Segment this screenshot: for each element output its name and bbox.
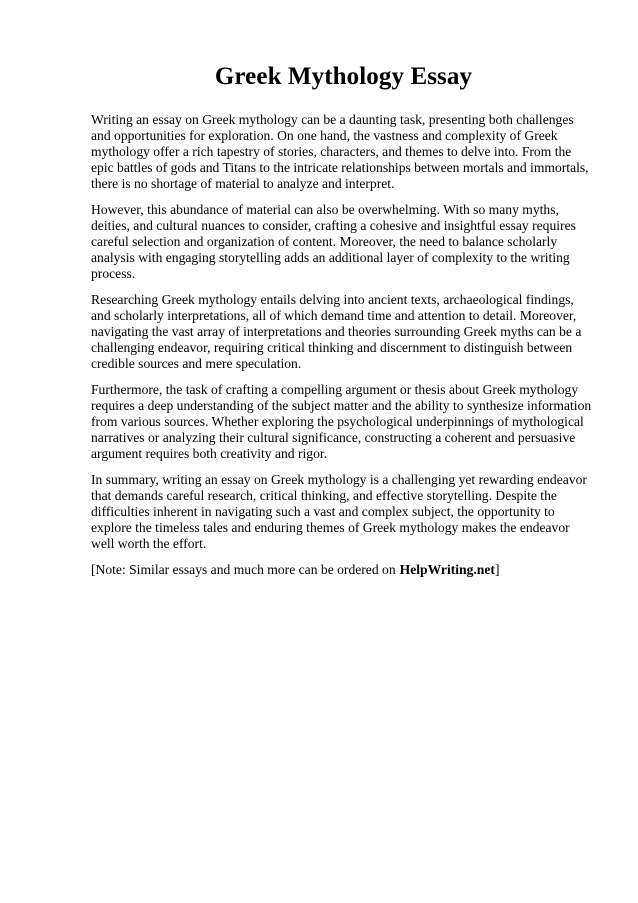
document-page <box>91 62 596 578</box>
document-title: Greek Mythology Essay <box>214 63 473 90</box>
paragraph-4: Furthermore, the task of crafting a compelling argument or thesis about Greek mythology requires a deep understanding of the subject matter and the ability to synthesize information from various sources. Whether exploring the psychological underpinnings of mythological narratives or analyzing their cultural significance, constructing a coherent and persuasive argument requires both creativity and rigor. <box>91 381 592 462</box>
helpwriting-link[interactable]: HelpWriting.net <box>399 561 495 577</box>
paragraph-3: Researching Greek mythology entails delving into ancient texts, archaeological findings, and scholarly interpretations, all of which demand time and attention to detail. Moreover, navigating the vast array of interpretations and theories surrounding Greek myths can be a challenging endeavor, requiring critical thinking and discernment to distinguish between credible sources and mere speculation. <box>91 291 582 372</box>
note-text: [Note: Similar essays and much more can be ordered on <box>91 561 396 577</box>
paragraph-5: In summary, writing an essay on Greek mythology is a challenging yet rewarding endeavor that demands careful research, critical thinking, and effective storytelling. Despite the difficulties inherent in navigating such a vast and complex subject, the opportunity to explore the timeless tales and enduring themes of Greek mythology makes the endeavor well worth the effort. <box>91 471 587 552</box>
paragraph-1: Writing an essay on Greek mythology can be a daunting task, presenting both challenges and opportunities for exploration. On one hand, the vastness and complexity of Greek mythology offer a rich tapestry of stories, characters, and themes to delve into. From the epic battles of gods and Titans to the intricate relationships between mortals and immortals, there is no shortage of material to analyze and interpret. <box>91 112 589 192</box>
paragraph-2: However, this abundance of material can also be overwhelming. With so many myths, deities, and cultural nuances to consider, crafting a cohesive and insightful essay requires careful selection and organization of content. Moreover, the need to balance scholarly analysis with engaging storytelling adds an additional layer of complexity to the writing process. <box>91 201 576 282</box>
order-note <box>91 562 596 578</box>
note-close-bracket: ] <box>494 561 500 577</box>
